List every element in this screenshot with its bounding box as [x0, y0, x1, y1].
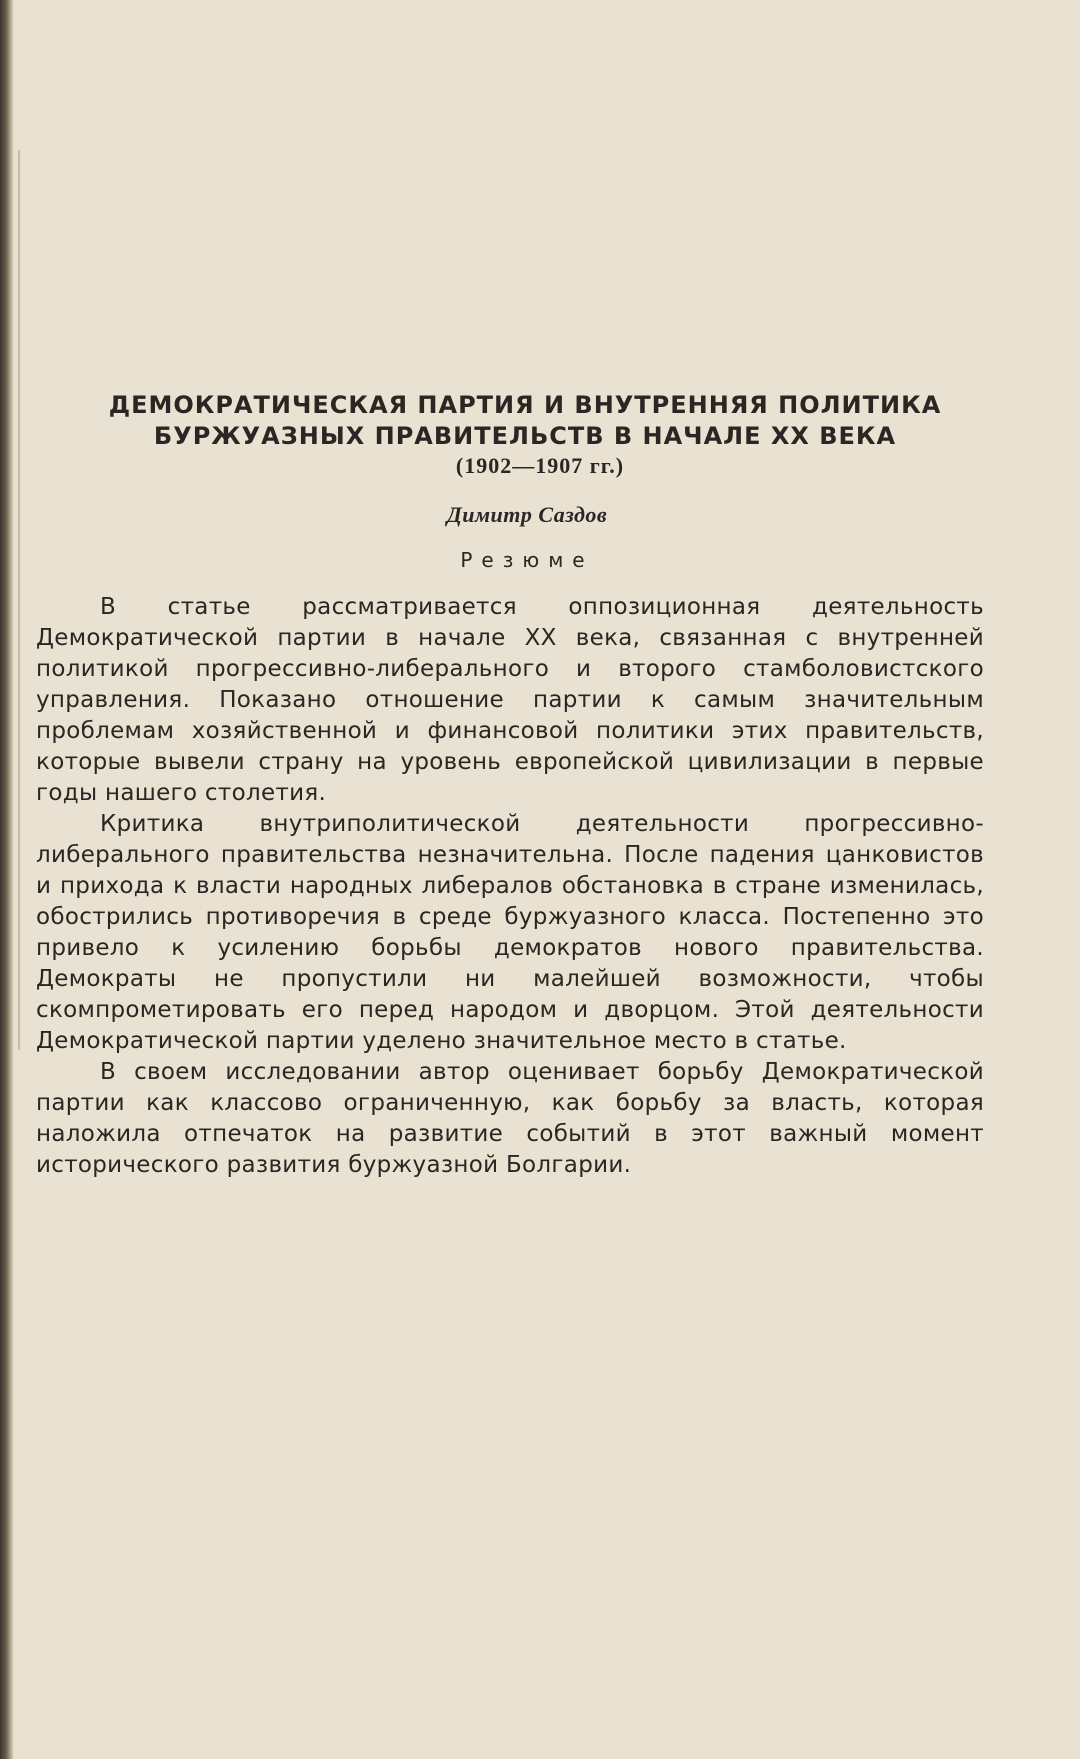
summary-heading: Резюме	[460, 548, 594, 572]
page-binding-edge	[0, 0, 14, 1759]
article-years: (1902—1907 гг.)	[455, 453, 625, 478]
summary-paragraph-1: В статье рассматривается оппозиционная деятельность Демократической партии в начале XX века, связанная с внутренней политикой прогрессивно-либерального и второго стамболовистского управления. Показано отношение партии к самым значительным проблемам хозяйственной и финансовой политики этих правительств, которые вывели страну на уровень европейской цивилизации в первые годы нашего столетия.	[36, 594, 984, 806]
page-fold-shadow	[18, 150, 20, 1050]
summary-body	[36, 592, 984, 1181]
summary-paragraph-2: Критика внутриполитической деятельности прогрессивно-либерального правительства незначительна. После падения цанковистов и прихода к власти народных либералов обстановка в стране изменилась, обострились противоречия в среде буржуазного класса. Постепенно это привело к усилению борьбы демократов нового правительства. Демократы не пропустили ни малейшей возможности, чтобы скомпрометировать его перед народом и дворцом. Этой деятельности Демократической партии уделено значительное место в статье.	[36, 811, 984, 1054]
article-author: Димитр Саздов	[446, 502, 608, 527]
article-title	[36, 390, 984, 480]
article-page	[36, 390, 984, 1181]
article-title-line-1: ДЕМОКРАТИЧЕСКАЯ ПАРТИЯ И ВНУТРЕННЯЯ ПОЛИТИКА	[108, 391, 942, 419]
article-title-line-2: БУРЖУАЗНЫХ ПРАВИТЕЛЬСТВ В НАЧАЛЕ XX ВЕКА	[153, 422, 897, 450]
summary-paragraph-3: В своем исследовании автор оценивает борьбу Демократической партии как классово ограниченную, как борьбу за власть, которая наложила отпечаток на развитие событий в этот важный момент исторического развития буржуазной Болгарии.	[36, 1059, 984, 1178]
